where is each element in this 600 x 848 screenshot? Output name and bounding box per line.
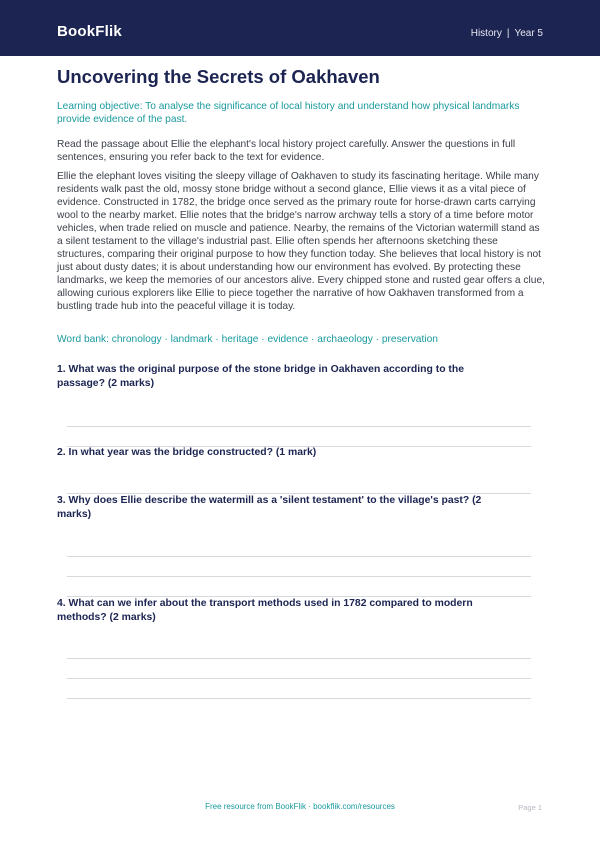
instructions-text: Read the passage about Ellie the elephant's local history project carefully. Answer the questions in full sentences, ensuring you refer back to the text for evidence. [57,139,516,163]
answer-line[interactable] [67,698,531,699]
brand-logo[interactable]: BookFlik [57,23,122,40]
subject-year-label [471,27,543,40]
page-title: Uncovering the Secrets of Oakhaven [57,66,380,87]
question-2: 2. In what year was the bridge constructed? (1 mark) [57,447,317,458]
page-number: Page 1 [518,803,542,812]
question-1: 1. What was the original purpose of the stone bridge in Oakhaven according to the passage? (2 marks) [57,364,465,389]
header-separator: | [506,28,510,39]
question-3: 3. Why does Ellie describe the watermill as a 'silent testament' to the village's past? (2 marks) [57,495,482,520]
answer-line[interactable] [67,576,531,577]
header-bar [0,0,600,56]
answer-line[interactable] [67,426,531,427]
year-label: Year 5 [514,28,543,39]
question-4: 4. What can we infer about the transport methods used in 1782 compared to modern methods? (2 marks) [57,598,473,623]
reading-passage: Ellie the elephant loves visiting the sleepy village of Oakhaven to study its fascinating heritage. While many residents walk past the old, mossy stone bridge without a second glance, Ellie views it as a vital piece of evidence. Constructed in 1782, the bridge once served as the primary route for horse-drawn carts carrying wool to the nearby market. Ellie notes that the bridge's narrow archway tells a story of a time before motor vehicles, when trade relied on muscle and patience. Nearby, the remains of the Victorian watermill stand as a silent testament to the village's industrial past. Ellie often spends her afternoons sketching these structures, comparing their original purpose to how they function today. She believes that local history is not just about dusty dates; it is about understanding how our environment has evolved. By protecting these landmarks, we keep the memories of our ancestors alive. Every chipped stone and rusted gear offers a clue, allowing curious explorers like Ellie to piece together the narrative of how Oakhaven transformed from a bustling trade hub into the peaceful village it is today. [57,171,545,312]
answer-line[interactable] [67,658,531,659]
answer-line[interactable] [67,556,531,557]
answer-line[interactable] [67,678,531,679]
word-bank: Word bank: chronology · landmark · heritage · evidence · archaeology · preservation [57,334,438,345]
subject-label: History [470,28,502,39]
learning-objective: Learning objective: To analyse the significance of local history and understand how physical landmarks provide evidence of the past. [57,101,520,125]
footer-resource-link[interactable]: Free resource from BookFlik · bookflik.com/resources [205,802,395,811]
